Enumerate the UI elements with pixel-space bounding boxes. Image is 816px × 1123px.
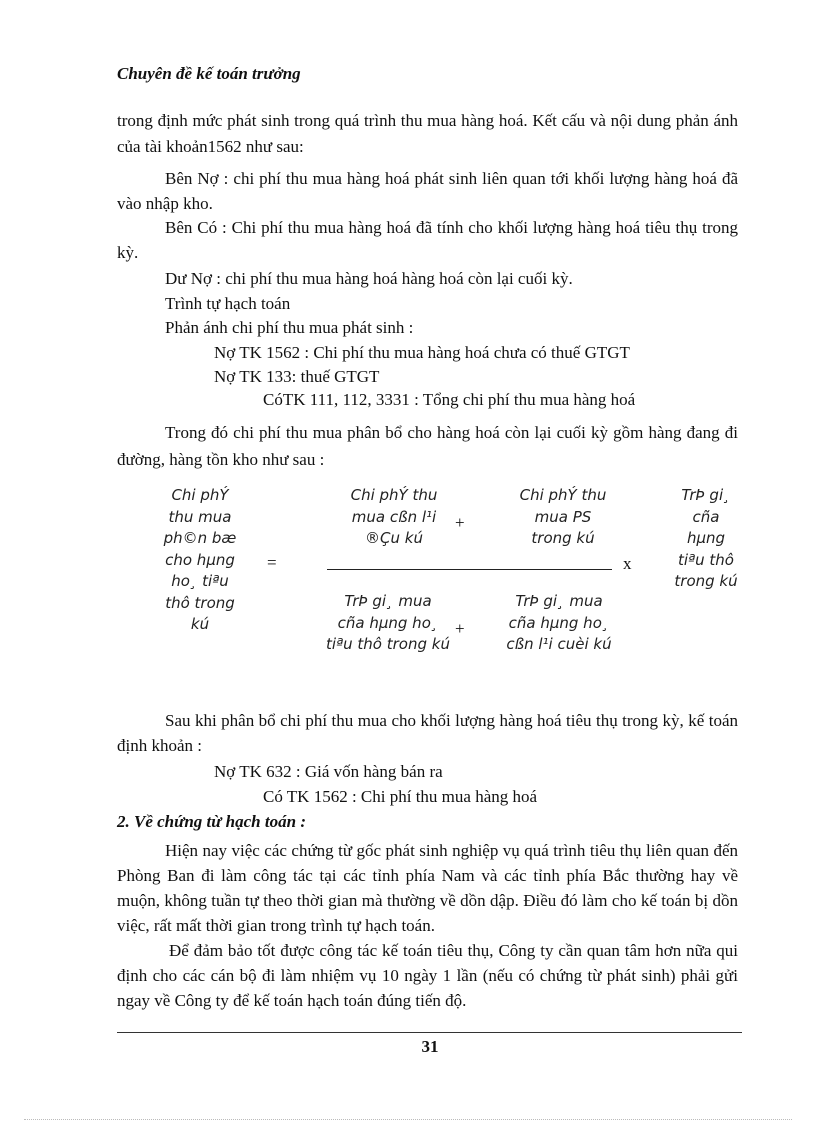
formula-denominator-plus: + bbox=[455, 619, 465, 638]
paragraph-chung-tu-1: Hiện nay việc các chứng từ gốc phát sinh nghiệp vụ quá trình tiêu thụ liên quan đến Phòng Ban đi làm công tác tại các tỉnh phía Nam và các tỉnh phía Bắc thường hay về muộn, không tuần tự theo thời gian mà thường về dồn dập. Điều đó làm cho kế toán bị dồn việc, rất mất thời gian trong trình tự hạch toán. bbox=[117, 841, 738, 935]
paragraph-trong-do: Trong đó chi phí thu mua phân bổ cho hàng hoá còn lại cuối kỳ gồm hàng đang đi đường, hàng tồn kho như sau : bbox=[117, 423, 738, 469]
page-bottom-dotted-line bbox=[24, 1119, 792, 1120]
journal-entry-3: CóTK 111, 112, 3331 : Tổng chi phí thu mua hàng hoá bbox=[263, 390, 636, 409]
journal-entry-5: Có TK 1562 : Chi phí thu mua hàng hoá bbox=[263, 787, 538, 806]
formula-numerator-plus: + bbox=[455, 513, 465, 532]
paragraph-trinh-tu: Trình tự hạch toán bbox=[165, 294, 291, 313]
paragraph-ben-no: Bên Nợ : chi phí thu mua hàng hoá phát sinh liên quan tới khối lượng hàng hoá đã vào nhập kho. bbox=[117, 169, 738, 213]
paragraph-phan-anh: Phản ánh chi phí thu mua phát sinh : bbox=[165, 318, 414, 337]
paragraph-chung-tu-2: Để đảm bảo tốt được công tác kế toán tiêu thụ, Công ty cần quan tâm hơn nữa qui định cho các cán bộ đi làm nhiệm vụ 10 ngày 1 lần (nếu có chứng từ phát sinh) phải gửi ngay về Công ty để kế toán hạch toán đúng tiến độ. bbox=[117, 941, 738, 1010]
formula-denominator-b: TrÞ gi¸ mua cña hµng ho¸ cßn l¹i cuèi kú bbox=[506, 592, 612, 653]
paragraph-ben-co: Bên Có : Chi phí thu mua hàng hoá đã tính cho khối lượng hàng hoá tiêu thụ trong kỳ. bbox=[117, 218, 738, 262]
paragraph-sau-khi: Sau khi phân bổ chi phí thu mua cho khối lượng hàng hoá tiêu thụ trong kỳ, kế toán định khoản : bbox=[117, 711, 738, 755]
paragraph-intro: trong định mức phát sinh trong quá trình thu mua hàng hoá. Kết cấu và nội dung phản ánh của tài khoản1562 như sau: bbox=[117, 111, 738, 156]
formula-times: x bbox=[623, 554, 632, 573]
page-number: 31 bbox=[421, 1037, 439, 1056]
journal-entry-1: Nợ TK 1562 : Chi phí thu mua hàng hoá chưa có thuế GTGT bbox=[214, 343, 630, 362]
formula-numerator-a: Chi phÝ thu mua cßn l¹i ®Çu kú bbox=[350, 486, 438, 547]
paragraph-du-no: Dư Nợ : chi phí thu mua hàng hoá hàng hoá còn lại cuối kỳ. bbox=[165, 269, 573, 288]
journal-entry-2: Nợ TK 133: thuế GTGT bbox=[214, 367, 380, 386]
journal-entry-4: Nợ TK 632 : Giá vốn hàng bán ra bbox=[214, 762, 443, 781]
footer-divider bbox=[117, 1032, 742, 1033]
formula-lhs: Chi phÝ thu mua ph©n bæ cho hµng ho¸ tiªu thô trong kú bbox=[163, 486, 237, 633]
section-title: 2. Về chứng từ hạch toán : bbox=[117, 812, 306, 831]
formula-numerator-b: Chi phÝ thu mua PS trong kú bbox=[519, 486, 607, 547]
formula-rhs: TrÞ gi¸ cña hµng tiªu thô trong kú bbox=[674, 486, 738, 590]
formula-fraction-bar bbox=[327, 569, 612, 570]
formula-equals: = bbox=[267, 553, 277, 572]
document-header: Chuyên đề kế toán trưởng bbox=[117, 64, 301, 83]
formula-denominator-a: TrÞ gi¸ mua cña hµng ho¸ tiªu thô trong kú bbox=[326, 592, 450, 653]
